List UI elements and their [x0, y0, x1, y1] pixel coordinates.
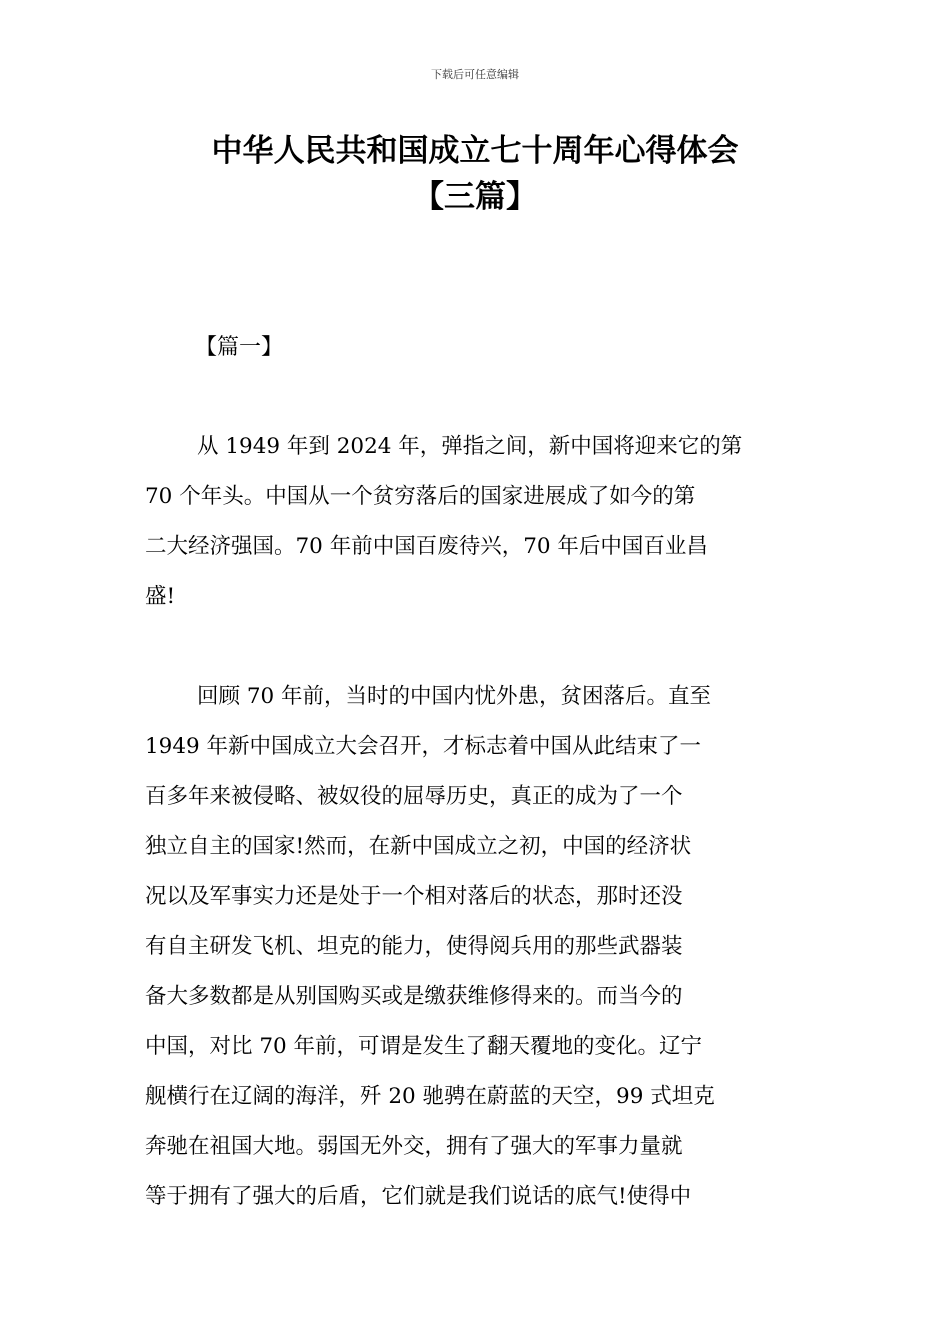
paragraph-line: 备大多数都是从别国购买或是缴获维修得来的。而当今的 — [145, 984, 683, 1009]
paragraph-line: 独立自主的国家!然而，在新中国成立之初，中国的经济状 — [145, 834, 692, 859]
paragraph-line: 70 个年头。中国从一个贫穷落后的国家进展成了如今的第 — [145, 484, 696, 509]
section-label: 【篇一】 — [195, 335, 284, 360]
paragraph-line: 二大经济强国。70 年前中国百废待兴，70 年后中国百业昌 — [145, 534, 708, 559]
paragraph-line: 1949 年新中国成立大会召开，才标志着中国从此结束了一 — [145, 734, 702, 759]
paragraph-line: 奔驰在祖国大地。弱国无外交，拥有了强大的军事力量就 — [145, 1134, 683, 1159]
paragraph-2 — [145, 672, 805, 1222]
paragraph-1 — [145, 422, 805, 622]
title-line-2: 【三篇】 — [413, 179, 537, 215]
paragraph-line: 盛! — [145, 584, 176, 609]
document-title — [100, 128, 850, 220]
paragraph-line: 从 1949 年到 2024 年，弹指之间，新中国将迎来它的第 — [197, 434, 743, 459]
paragraph-line: 百多年来被侵略、被奴役的屈辱历史，真正的成为了一个 — [145, 784, 683, 809]
paragraph-line: 等于拥有了强大的后盾，它们就是我们说话的底气!使得中 — [145, 1184, 692, 1209]
title-line-1: 中华人民共和国成立七十周年心得体会 — [211, 133, 739, 169]
header-note: 下载后可任意编辑 — [431, 68, 519, 81]
paragraph-line: 有自主研发飞机、坦克的能力，使得阅兵用的那些武器装 — [145, 934, 683, 959]
paragraph-line: 中国，对比 70 年前，可谓是发生了翻天覆地的变化。辽宁 — [145, 1034, 703, 1059]
paragraph-line: 况以及军事实力还是处于一个相对落后的状态，那时还没 — [145, 884, 683, 909]
paragraph-line: 回顾 70 年前，当时的中国内忧外患，贫困落后。直至 — [197, 684, 712, 709]
paragraph-line: 舰横行在辽阔的海洋，歼 20 驰骋在蔚蓝的天空，99 式坦克 — [145, 1084, 715, 1109]
